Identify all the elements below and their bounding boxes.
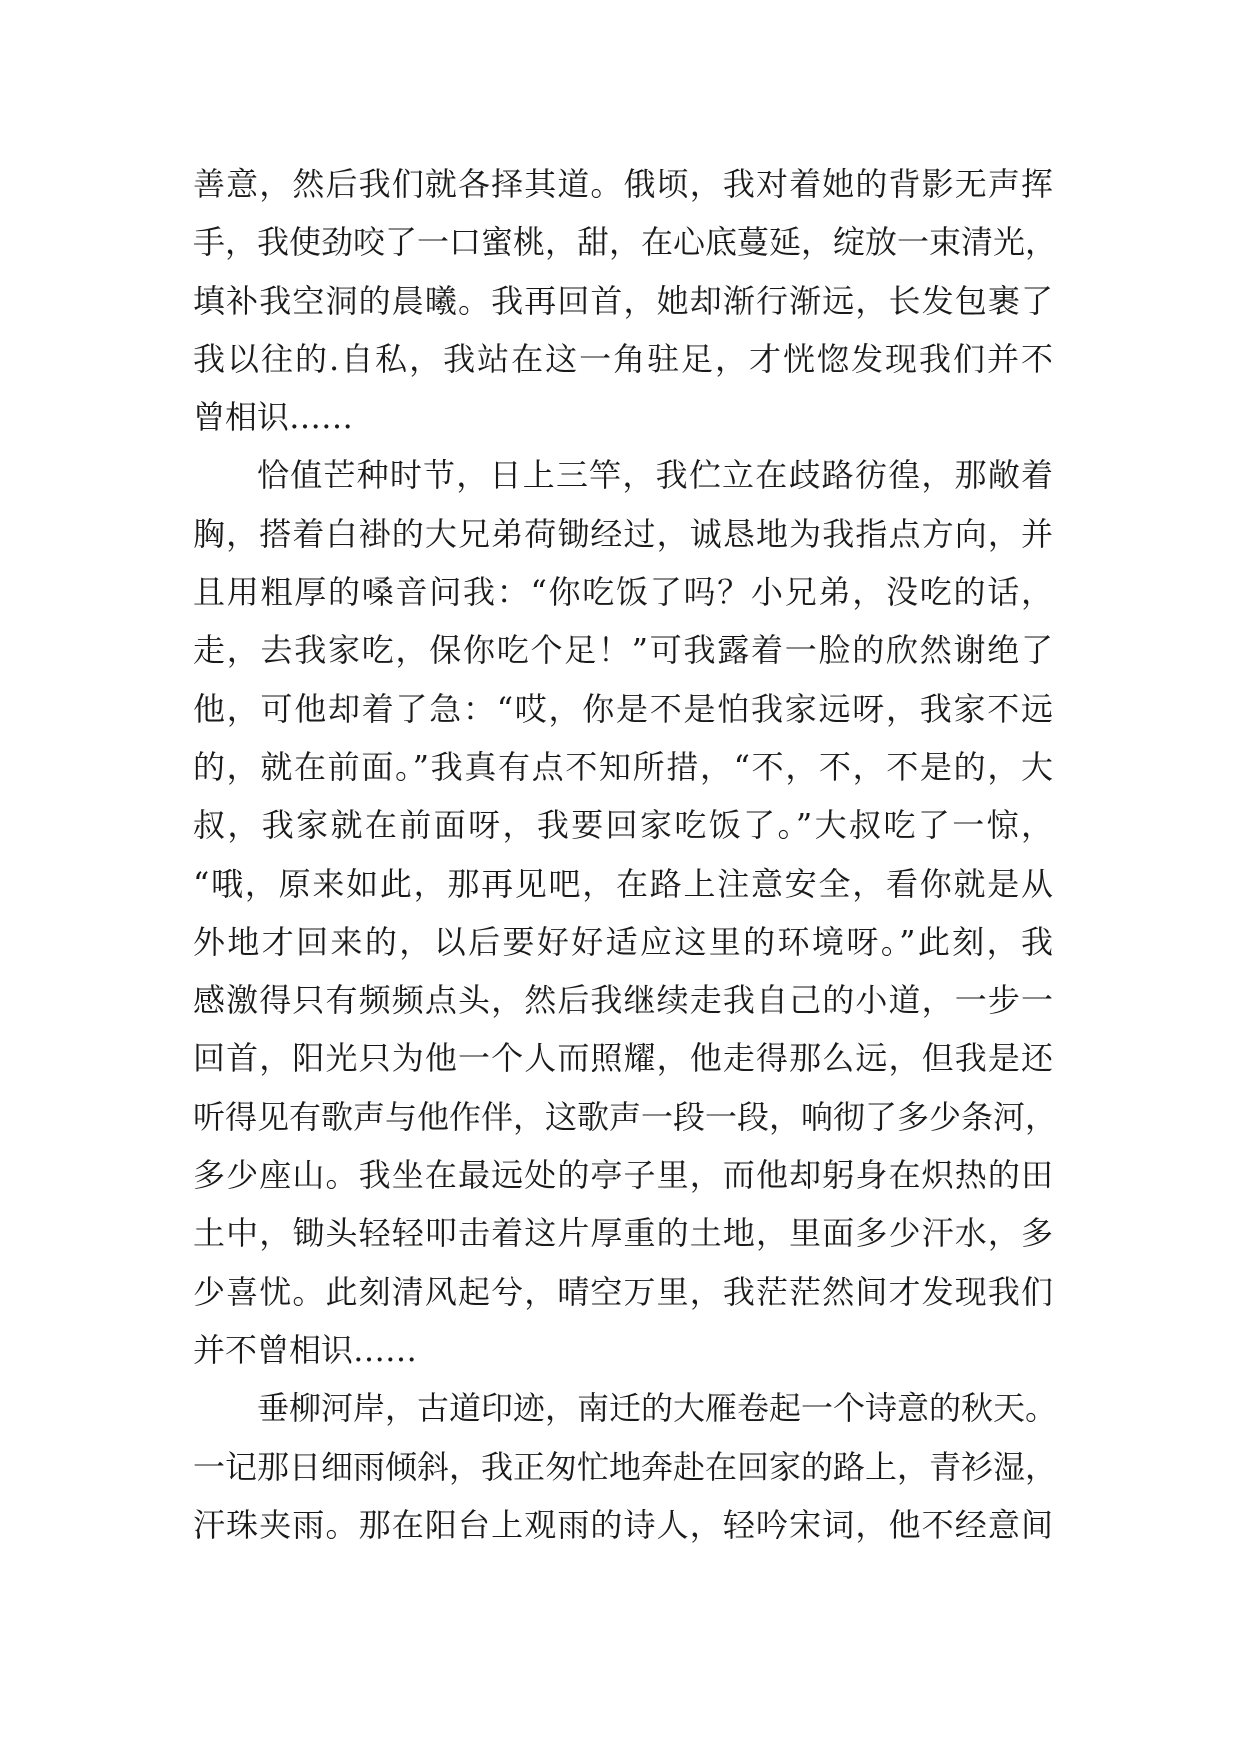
text-line: 手，我使劲咬了一口蜜桃，甜，在心底蔓延，绽放一束清光， xyxy=(193,223,1058,262)
text-line: 土中，锄头轻轻叩击着这片厚重的土地，里面多少汗水，多 xyxy=(193,1214,1053,1253)
text-line: 曾相识…… xyxy=(193,398,354,437)
text-line: 一记那日细雨倾斜，我正匆忙地奔赴在回家的路上，青衫湿， xyxy=(193,1447,1058,1486)
text-line: 他，可他却着了急：“哎，你是不是怕我家远呀，我家不远 xyxy=(193,689,1053,728)
text-line: 胸，搭着白褂的大兄弟荷锄经过，诚恳地为我指点方向，并 xyxy=(193,514,1053,553)
text-line: 外地才回来的，以后要好好适应这里的环境呀。”此刻，我 xyxy=(193,922,1053,961)
text-line: 听得见有歌声与他作伴，这歌声一段一段，响彻了多少条河， xyxy=(193,1097,1058,1136)
text-line: 并不曾相识…… xyxy=(193,1330,418,1369)
text-line: 且用粗厚的嗓音问我：“你吃饭了吗？小兄弟，没吃的话， xyxy=(193,573,1053,612)
body-text xyxy=(193,155,1058,1554)
text-line: 垂柳河岸，古道印迹，南迁的大雁卷起一个诗意的秋天。 xyxy=(257,1389,1058,1428)
text-line: 善意，然后我们就各择其道。俄顷，我对着她的背影无声挥 xyxy=(193,165,1053,203)
text-line: 走，去我家吃，保你吃个足！”可我露着一脸的欣然谢绝了 xyxy=(193,631,1053,670)
text-line: 回首，阳光只为他一个人而照耀，他走得那么远，但我是还 xyxy=(193,1039,1053,1078)
text-line: 叔，我家就在前面呀，我要回家吃饭了。”大叔吃了一惊， xyxy=(193,806,1053,845)
text-line: 我以往的.自私，我站在这一角驻足，才恍惚发现我们并不 xyxy=(193,339,1053,378)
text-line: 感激得只有频频点头，然后我继续走我自己的小道，一步一 xyxy=(193,981,1053,1020)
text-line: 填补我空洞的晨曦。我再回首，她却渐行渐远，长发包裹了 xyxy=(193,281,1053,320)
text-line: 的，就在前面。”我真有点不知所措，“不，不，不是的，大 xyxy=(193,747,1053,786)
text-line: 汗珠夹雨。那在阳台上观雨的诗人，轻吟宋词，他不经意间 xyxy=(193,1505,1053,1544)
text-line: 多少座山。我坐在最远处的亭子里，而他却躬身在炽热的田 xyxy=(193,1156,1053,1195)
text-line: 恰值芒种时节，日上三竿，我伫立在歧路彷徨，那敞着 xyxy=(257,456,1053,495)
text-line: “哦，原来如此，那再见吧，在路上注意安全，看你就是从 xyxy=(193,864,1053,903)
text-line: 少喜忧。此刻清风起兮，晴空万里，我茫茫然间才发现我们 xyxy=(193,1272,1053,1311)
